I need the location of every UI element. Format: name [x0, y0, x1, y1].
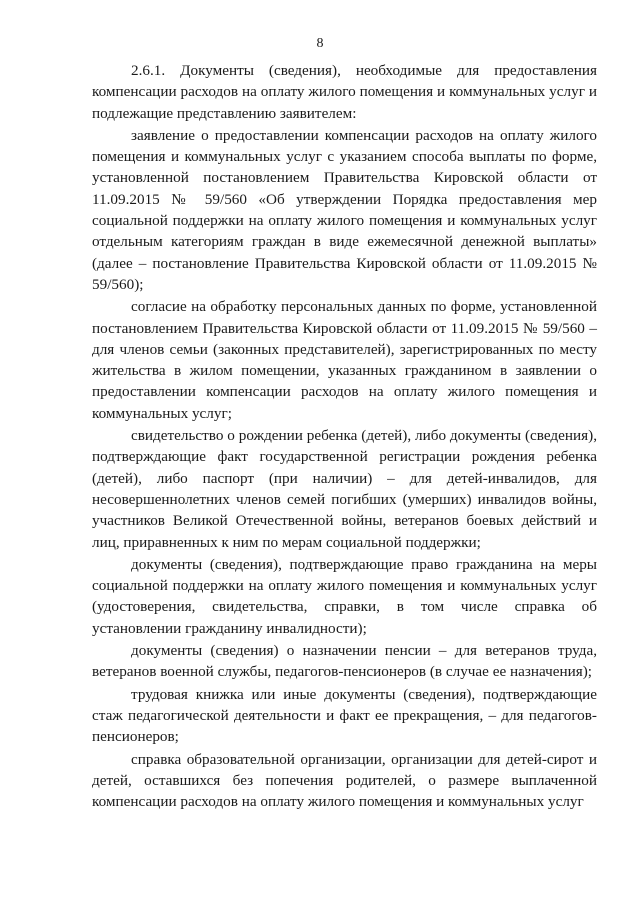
document-body [92, 60, 597, 812]
application-paragraph: заявление о предоставлении компенсации расходов на оплату жилого помещения и коммунальных услуг с указанием способа выплаты по форме, установленной постановлением Правительства Кировской области от 11.09.2015 № 59/560 «Об утверждении Порядка предоставления мер социальной поддержки на оплату жилого помещения и коммунальных услуг отдельным категориям граждан в виде ежемесячной денежной выплаты» (далее – постановление Правительства Кировской области от 11.09.2015 № 59/560); [92, 126, 597, 293]
section-heading-paragraph: 2.6.1. Документы (сведения), необходимые для предоставления компенсации расходов на оплату жилого помещения и коммунальных услуг и подлежащие представлению заявителем: [92, 62, 597, 122]
education-organization-certificate-paragraph: справка образовательной организации, организации для детей-сирот и детей, оставшихся без попечения родителей, о размере выплаченной компенсации расходов на оплату жилого помещения и коммунальных услуг [92, 750, 597, 811]
birth-certificate-paragraph: свидетельство о рождении ребенка (детей), либо документы (сведения), подтверждающие факт государственной регистрации рождения ребенка (детей), либо паспорт (при наличии) – для детей-инвалидов, для несовершеннолетних членов семей погибших (умерших) инвалидов войны, участников Великой Отечественной войны, ветеранов боевых действий и лиц, приравненных к ним по мерам социальной поддержки; [92, 427, 597, 551]
entitlement-documents-paragraph: документы (сведения), подтверждающие право гражданина на меры социальной поддержки на оплату жилого помещения и коммунальных услуг (удостоверения, свидетельства, справки, в том числе справка об установлении гражданину инвалидности); [92, 555, 597, 637]
personal-data-consent-paragraph: согласие на обработку персональных данных по форме, установленной постановлением Правительства Кировской области от 11.09.2015 № 59/560 – для членов семьи (законных представителей), зарегистрированных по месту жительства в жилом помещении, указанных гражданином в заявлении о предоставлении компенсации расходов на оплату жилого помещения и коммунальных услуг; [92, 298, 597, 422]
pension-documents-paragraph: документы (сведения) о назначении пенсии – для ветеранов труда, ветеранов военной службы, педагогов-пенсионеров (в случае ее назначения); [92, 642, 597, 681]
page-number: 8 [316, 36, 324, 51]
employment-record-paragraph: трудовая книжка или иные документы (сведения), подтверждающие стаж педагогической деятельности и факт ее прекращения, – для педагогов-пенсионеров; [92, 685, 597, 746]
